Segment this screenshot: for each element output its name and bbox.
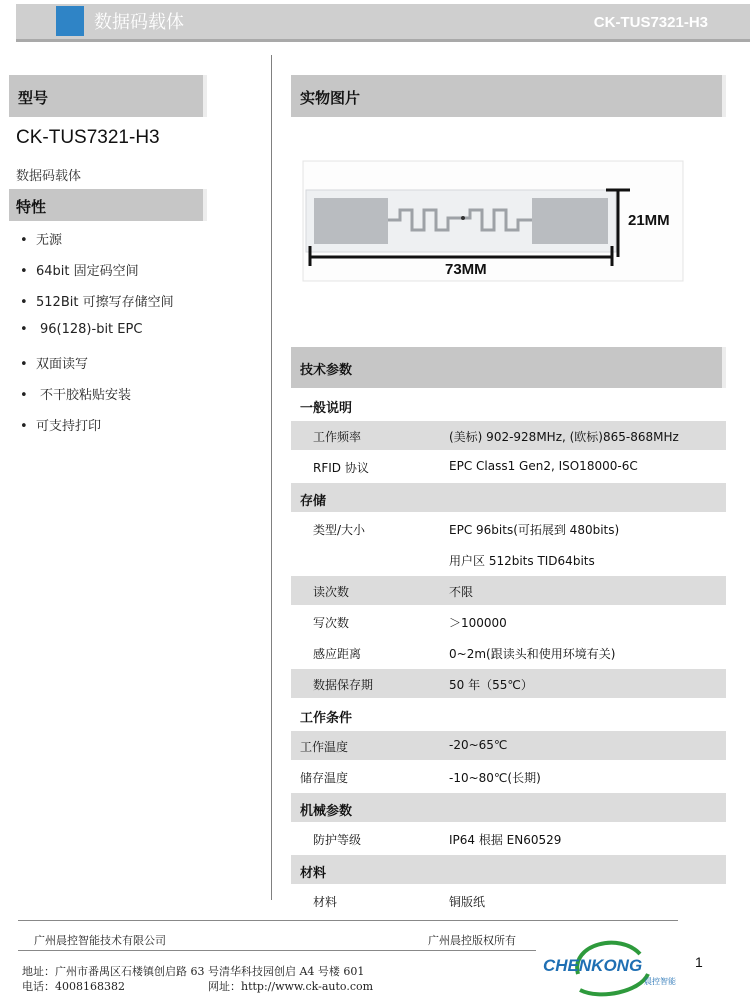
feature-item: • 无源 [20,233,63,248]
feature-item: • 双面读写 [20,357,89,372]
model-heading-bar [9,75,207,117]
page-number: 1 [695,954,703,970]
spec-row: 写次数 ＞100000 [313,616,507,630]
logo-chinese: 晨控智能 [644,977,676,986]
header-model: CK-TUS7321-H3 [593,14,708,31]
photo-heading: 实物图片 [300,89,361,107]
header-title: 数据码载体 [94,12,184,33]
spec-category-general: 一般说明 [300,401,353,416]
page-header [16,4,750,42]
spec-row: 材料 铜版纸 [313,895,486,909]
feature-item: • 可支持打印 [20,419,102,434]
spec-category-conditions: 工作条件 [300,711,353,726]
spec-row: RFID 协议 EPC Class1 Gen2, ISO18000-6C [313,459,638,475]
footer-rule [18,920,678,921]
height-dimension: 21MM [628,212,670,229]
spec-row: 工作频率 (美标) 902-928MHz, (欧标)865-868MHz [291,421,726,450]
spec-row: 类型/大小 EPC 96bits(可拓展到 480bits) [313,523,620,537]
spec-heading: 技术参数 [300,363,353,378]
model-heading: 型号 [18,89,49,107]
footer-company: 广州晨控智能技术有限公司 [34,934,166,947]
product-photo [300,160,685,290]
spec-row: 数据保存期 50 年（55℃） [291,669,726,698]
spec-row: 读次数 不限 [291,576,726,605]
spec-category-mechanical: 机械参数 [291,793,726,822]
feature-item: • 512Bit 可擦写存储空间 [20,295,174,310]
footer-rule-2 [18,950,536,951]
spec-row: 防护等级 IP64 根据 EN60529 [313,833,562,847]
features-heading: 特性 [16,198,47,216]
spec-category-storage: 存储 [291,483,726,512]
footer-address: 地址：广州市番禺区石楼镇创启路 63 号清华科技园创启 A4 号楼 601 [22,965,365,978]
spec-row: 储存温度 -10~80℃(长期) [300,771,541,785]
logo-wordmark: CHENKONG [543,956,643,975]
column-divider [271,55,272,900]
photo-heading-bar [291,75,726,117]
model-description: 数据码载体 [16,169,82,184]
feature-item: • 96(128)-bit EPC [20,322,143,337]
feature-item: • 不干胶粘贴安装 [20,388,132,403]
footer-copyright: 广州晨控版权所有 [428,934,516,947]
chenkong-logo [540,934,688,998]
spec-row: 感应距离 0~2m(跟读头和使用环境有关) [313,647,616,661]
header-accent-block [56,6,84,36]
spec-row: 工作温度 -20~65℃ [291,731,726,760]
model-code: CK-TUS7321-H3 [16,127,160,148]
feature-item: • 64bit 固定码空间 [20,264,139,279]
footer-website: 网址：http://www.ck-auto.com [208,980,374,993]
footer-phone: 电话：4008168382 [22,980,125,993]
width-dimension: 73MM [445,261,487,278]
features-heading-bar [9,189,207,221]
spec-row: 用户区 512bits TID64bits [449,554,595,568]
spec-heading-bar [291,347,726,388]
spec-category-material: 材料 [291,855,726,884]
